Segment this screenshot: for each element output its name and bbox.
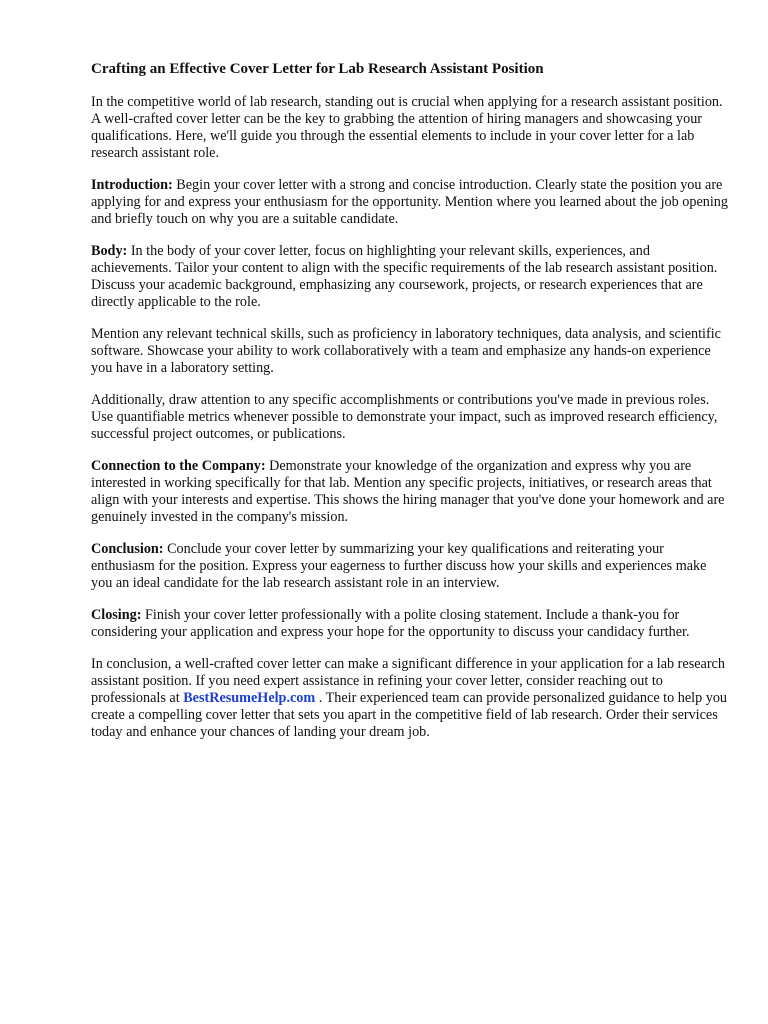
body-text: In the body of your cover letter, focus on highlighting your relevant skills, experiences, and achievements. Tailor your content to align with the specific requirements of the lab research assistant position. Discuss your academic background, emphasizing any coursework, projects, or research experiences that are directly applicable to the role. xyxy=(91,243,718,310)
final-text-after: . Their experienced team can provide personalized guidance to help you create a compelling cover letter that sets you apart in the competitive field of lab research. Order their services today and enhance your chances of landing your dream job. xyxy=(91,690,728,740)
final-paragraph xyxy=(91,656,728,741)
body-heading: Body: xyxy=(91,243,128,259)
document-title: Crafting an Effective Cover Letter for Lab Research Assistant Position xyxy=(91,61,544,77)
conclusion-paragraph xyxy=(91,541,728,592)
conclusion-text: Conclude your cover letter by summarizing your key qualifications and reiterating your enthusiasm for the position. Express your eagerness to further discuss how your skills and experiences make you an ideal candidate for the lab research assistant role in an interview. xyxy=(91,541,707,591)
introduction-paragraph xyxy=(91,177,728,228)
intro-paragraph: In the competitive world of lab research, standing out is crucial when applying for a research assistant position. A well-crafted cover letter can be the key to grabbing the attention of hiring managers and showcasing your qualifications. Here, we'll guide you through the essential elements to include in your cover letter for a lab research assistant role. xyxy=(91,94,723,161)
closing-text: Finish your cover letter professionally with a polite closing statement. Include a thank-you for considering your application and express your hope for the opportunity to discuss your candidacy further. xyxy=(91,607,690,640)
connection-heading: Connection to the Company: xyxy=(91,458,266,474)
closing-heading: Closing: xyxy=(91,607,142,623)
accomplishments-paragraph: Additionally, draw attention to any specific accomplishments or contributions you've made in previous roles. Use quantifiable metrics whenever possible to demonstrate your impact, such as improved research efficiency, successful project outcomes, or publications. xyxy=(91,392,718,442)
technical-skills-paragraph: Mention any relevant technical skills, such as proficiency in laboratory techniques, data analysis, and scientific software. Showcase your ability to work collaboratively with a team and emphasize any hands-on experience you have in a laboratory setting. xyxy=(91,326,721,376)
closing-paragraph xyxy=(91,607,728,641)
body-paragraph xyxy=(91,243,728,311)
connection-paragraph xyxy=(91,458,728,526)
final-text-before: In conclusion, a well-crafted cover letter can make a significant difference in your application for a lab research assistant position. If you need expert assistance in refining your cover letter, consider reaching out to professionals at xyxy=(91,656,725,706)
connection-text: Demonstrate your knowledge of the organization and express why you are interested in working specifically for that lab. Mention any specific projects, initiatives, or research areas that align with your interests and expertise. This shows the hiring manager that you've done your homework and are genuinely invested in the company's mission. xyxy=(91,458,725,525)
conclusion-heading: Conclusion: xyxy=(91,541,164,557)
bestresumehelp-link[interactable]: BestResumeHelp.com xyxy=(183,690,316,706)
introduction-text: Begin your cover letter with a strong and concise introduction. Clearly state the position you are applying for and express your enthusiasm for the opportunity. Mention where you learned about the job opening and briefly touch on why you are a suitable candidate. xyxy=(91,177,728,227)
introduction-heading: Introduction: xyxy=(91,177,173,193)
